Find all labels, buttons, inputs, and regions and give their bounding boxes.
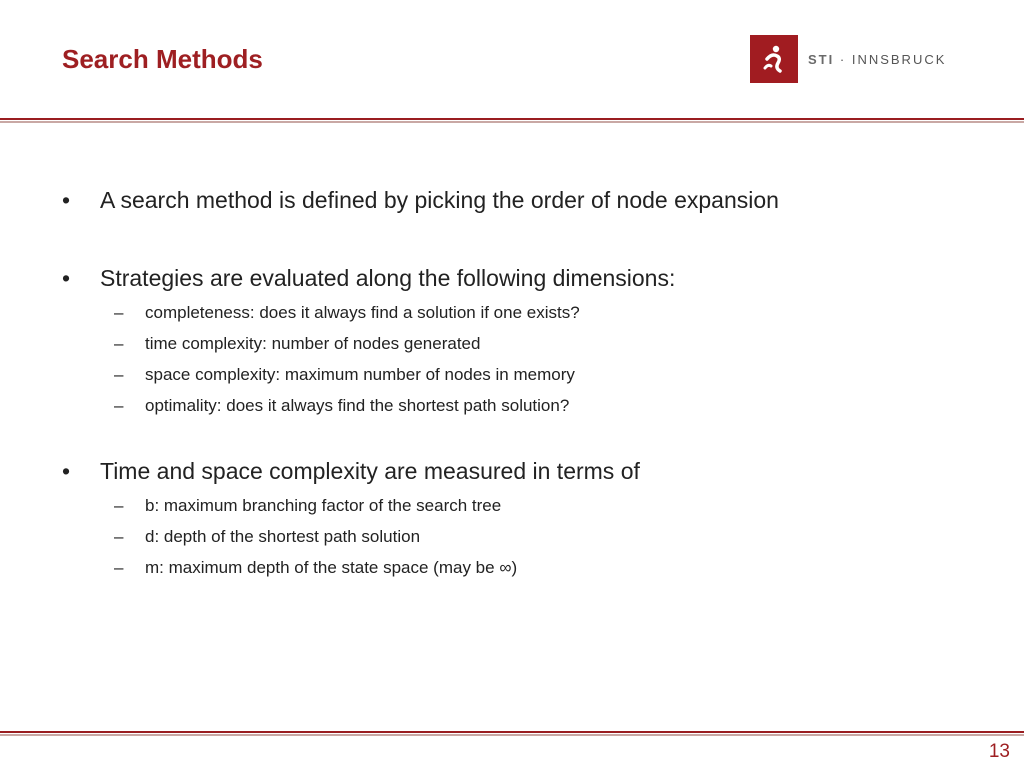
bullet-text: Time and space complexity are measured in terms of bbox=[100, 458, 640, 484]
bullet-text: Strategies are evaluated along the following dimensions: bbox=[100, 265, 676, 291]
bullet-glyph: • bbox=[62, 265, 71, 291]
sub-glyph: – bbox=[114, 496, 124, 515]
sub-text: b: maximum branching factor of the search tree bbox=[145, 496, 502, 515]
sub-text: optimality: does it always find the shortest path solution? bbox=[145, 396, 570, 415]
bullet-item bbox=[62, 265, 675, 292]
bullet-text: A search method is defined by picking the order of node expansion bbox=[100, 187, 779, 213]
bullet-item bbox=[62, 458, 640, 485]
sub-text: completeness: does it always find a solution if one exists? bbox=[145, 303, 580, 322]
sub-item bbox=[114, 558, 517, 578]
bullet-glyph: • bbox=[62, 187, 71, 213]
sub-item bbox=[114, 396, 569, 416]
logo-location: INNSBRUCK bbox=[851, 51, 947, 67]
sub-glyph: – bbox=[114, 558, 124, 577]
sub-item bbox=[114, 334, 480, 354]
sub-text: time complexity: number of nodes generated bbox=[145, 334, 481, 353]
page-number: 13 bbox=[988, 741, 1010, 762]
footer-rule-light bbox=[0, 734, 1024, 736]
sub-glyph: – bbox=[114, 365, 124, 384]
sub-item bbox=[114, 365, 575, 385]
header-rule-dark bbox=[0, 118, 1024, 120]
logo-wordmark bbox=[808, 52, 946, 67]
sub-glyph: – bbox=[114, 303, 124, 322]
header-rule-light bbox=[0, 121, 1024, 123]
sub-glyph: – bbox=[114, 334, 124, 353]
sub-text: m: maximum depth of the state space (may be ∞) bbox=[145, 558, 518, 577]
bullet-item bbox=[62, 187, 779, 214]
sub-glyph: – bbox=[114, 396, 124, 415]
logo-brand: STI bbox=[808, 51, 835, 67]
sub-item bbox=[114, 527, 420, 547]
slide-title: Search Methods bbox=[62, 44, 263, 74]
sub-item bbox=[114, 496, 501, 516]
sub-glyph: – bbox=[114, 527, 124, 546]
sti-innsbruck-logo bbox=[750, 34, 946, 84]
bullet-glyph: • bbox=[62, 458, 71, 484]
footer-rule-dark bbox=[0, 731, 1024, 733]
logo-separator: · bbox=[839, 51, 847, 67]
sti-logo-mark-icon bbox=[750, 35, 798, 83]
sub-item bbox=[114, 303, 580, 323]
sub-text: space complexity: maximum number of nodes in memory bbox=[145, 365, 575, 384]
sub-text: d: depth of the shortest path solution bbox=[145, 527, 421, 546]
